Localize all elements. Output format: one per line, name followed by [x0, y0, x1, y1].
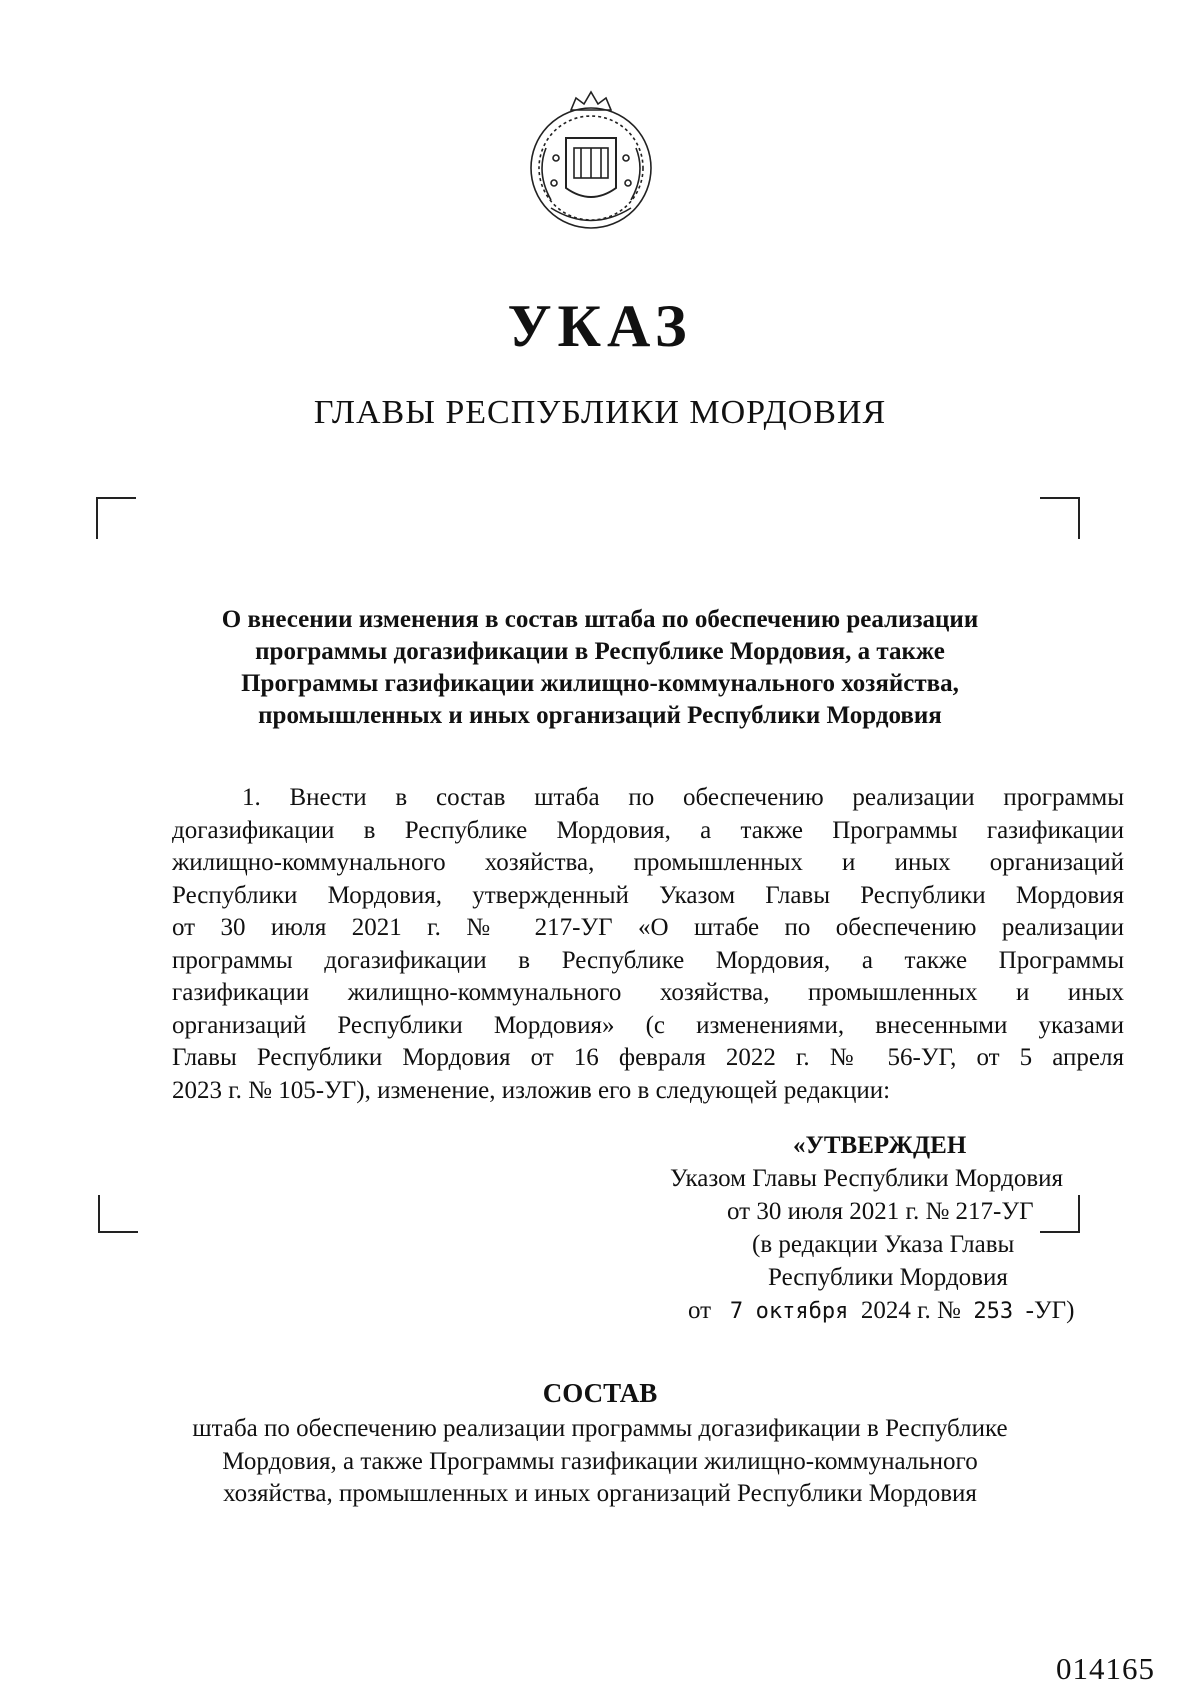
corner-mark-top-left	[96, 497, 136, 539]
date-year: 2024 г. №	[860, 1297, 961, 1324]
body-line: организаций Республики Мордовия» (с изменениями, внесенными указами	[172, 1011, 1124, 1039]
date-day: 7	[729, 1299, 744, 1324]
corner-mark-bottom-right	[1040, 1195, 1080, 1233]
body-line: догазификации в Республике Мордовия, а также Программы газификации	[172, 816, 1124, 844]
corner-mark-top-right	[1040, 497, 1080, 539]
body-line: Главы Республики Мордовия от 16 февраля 2022 г. № 56-УГ, от 5 апреля	[172, 1044, 1124, 1071]
body-line: жилищно-коммунального хозяйства, промышленных и иных организаций	[172, 849, 1124, 876]
body-line: программы догазификации в Республике Мордовия, а также Программы	[172, 946, 1124, 974]
approval-line: (в редакции Указа Главы	[752, 1231, 1015, 1258]
corner-mark-bottom-left	[98, 1195, 138, 1233]
date-suffix: -УГ)	[1025, 1297, 1075, 1324]
decree-heading	[160, 604, 1040, 732]
body-line: Республики Мордовия, утвержденный Указом Главы Республики Мордовия	[172, 881, 1124, 909]
approval-line: Республики Мордовия	[768, 1264, 1008, 1291]
body-line: газификации жилищно-коммунального хозяйства, промышленных и иных	[172, 979, 1124, 1006]
composition-line: хозяйства, промышленных и иных организаций Республики Мордовия	[223, 1480, 977, 1507]
composition-line: Мордовия, а также Программы газификации жилищно-коммунального	[222, 1447, 978, 1475]
body-line: 1. Внести в состав штаба по обеспечению реализации программы	[242, 784, 1124, 811]
composition-title: СОСТАВ	[542, 1378, 658, 1408]
approval-line: от 30 июля 2021 г. № 217-УГ	[727, 1198, 1034, 1225]
decree-body-paragraph	[172, 782, 1124, 1107]
date-prefix: от	[688, 1297, 712, 1324]
heading-line: Программы газификации жилищно-коммунального хозяйства,	[241, 670, 959, 697]
issuer-subtitle: ГЛАВЫ РЕСПУБЛИКИ МОРДОВИЯ	[313, 394, 887, 431]
approval-line: Указом Главы Республики Мордовия	[670, 1165, 1064, 1192]
approval-stamp-head: «УТВЕРЖДЕН	[793, 1132, 967, 1159]
decree-title: УКАЗ	[507, 293, 693, 359]
heading-line: программы догазификации в Республике Мордовия, а также	[255, 638, 945, 665]
heading-line: О внесении изменения в состав штаба по обеспечению реализации	[221, 606, 979, 633]
body-line: 2023 г. № 105-УГ), изменение, изложив его в следующей редакции:	[172, 1076, 891, 1104]
decree-number: 253	[973, 1299, 1014, 1324]
coat-of-arms-emblem	[516, 88, 666, 238]
composition-line: штаба по обеспечению реализации программы догазификации в Республике	[192, 1415, 1008, 1442]
heading-line: промышленных и иных организаций Республики Мордовия	[258, 702, 942, 729]
date-month: октября	[755, 1299, 849, 1324]
body-line: от 30 июля 2021 г. № 217-УГ «О штабе по обеспечению реализации	[172, 914, 1124, 941]
document-serial-number: 014165	[1056, 1651, 1155, 1686]
approval-date-line	[688, 1295, 1074, 1329]
composition-description	[150, 1413, 1050, 1511]
